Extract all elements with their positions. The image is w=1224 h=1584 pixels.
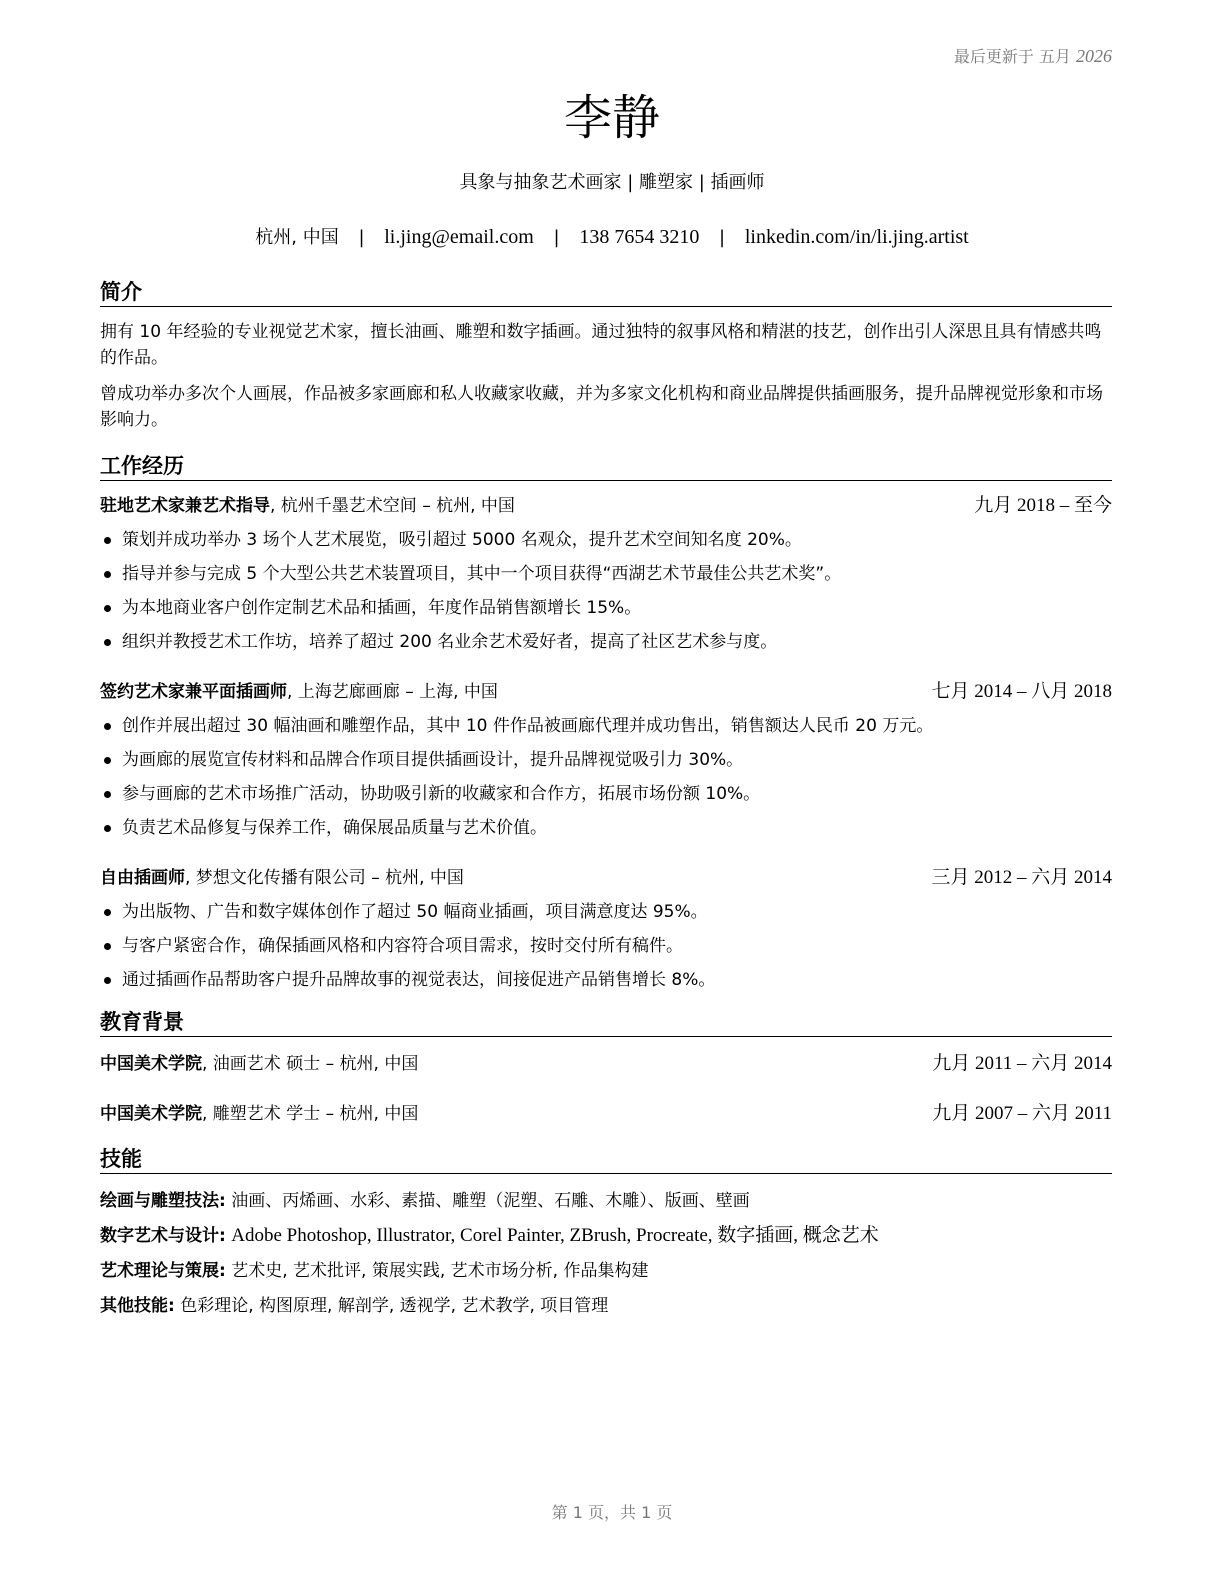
last-updated (954, 44, 1112, 69)
job-bullet: 为本地商业客户创作定制艺术品和插画，年度作品销售额增长 15%。 (100, 595, 1112, 621)
job-bullet: 为出版物、广告和数字媒体创作了超过 50 幅商业插画，项目满意度达 95%。 (100, 899, 1112, 925)
job-role: 驻地艺术家兼艺术指导 (100, 496, 270, 516)
education-entry (100, 1051, 1112, 1077)
page-number: 第 1 页，共 1 页 (551, 1503, 673, 1522)
job-role: 签约艺术家兼平面插画师 (100, 682, 287, 702)
summary-section (100, 278, 1112, 433)
job-date: 三月 2012 – 六月 2014 (931, 867, 1112, 888)
education-date: 九月 2011 – 六月 2014 (932, 1053, 1112, 1074)
job-org: , 梦想文化传播有限公司 – 杭州, 中国 (185, 868, 464, 888)
section-title-education: 教育背景 (100, 1008, 1112, 1037)
skills-section (100, 1145, 1112, 1328)
job-bullet: 参与画廊的艺术市场推广活动，协助吸引新的收藏家和合作方，拓展市场份额 10%。 (100, 781, 1112, 807)
job-date: 七月 2014 – 八月 2018 (931, 681, 1112, 702)
skill-value: 色彩理论, 构图原理, 解剖学, 透视学, 艺术教学, 项目管理 (180, 1296, 609, 1316)
education-detail: , 油画艺术 硕士 – 杭州, 中国 (202, 1054, 419, 1074)
experience-section (100, 452, 1112, 993)
skill-label: 数字艺术与设计: (100, 1226, 226, 1246)
last-updated-label: 最后更新于 五月 (953, 47, 1071, 66)
skill-row (100, 1258, 1112, 1284)
education-section (100, 1008, 1112, 1127)
job-bullet: 策划并成功举办 3 场个人艺术展览，吸引超过 5000 名观众，提升艺术空间知名度 20%。 (100, 527, 1112, 553)
section-title-skills: 技能 (100, 1145, 1112, 1174)
job-entry (100, 493, 1112, 655)
last-updated-year: 2026 (1076, 46, 1112, 66)
person-name: 李静 (563, 90, 660, 146)
tagline: 具象与抽象艺术画家 | 雕塑家 | 插画师 (459, 172, 765, 193)
job-bullet: 为画廊的展览宣传材料和品牌合作项目提供插画设计，提升品牌视觉吸引力 30%。 (100, 747, 1112, 773)
job-bullet: 组织并教授艺术工作坊，培养了超过 200 名业余艺术爱好者，提高了社区艺术参与度。 (100, 629, 1112, 655)
skill-label: 其他技能: (100, 1296, 175, 1316)
skill-value: Adobe Photoshop, Illustrator, Corel Painter, ZBrush, Procreate, 数字插画, 概念艺术 (231, 1225, 879, 1246)
job-entry (100, 865, 1112, 993)
contact-linkedin[interactable]: linkedin.com/in/li.jing.artist (744, 226, 969, 248)
job-bullets (100, 713, 1112, 841)
contact-separator: | (719, 227, 726, 248)
summary-paragraph: 曾成功举办多次个人画展，作品被多家画廊和私人收藏家收藏，并为多家文化机构和商业品牌提供插画服务，提升品牌视觉形象和市场影响力。 (100, 384, 1103, 430)
job-role: 自由插画师 (100, 868, 185, 888)
education-detail: , 雕塑艺术 学士 – 杭州, 中国 (202, 1104, 419, 1124)
skill-row (100, 1188, 1112, 1214)
skill-row (100, 1293, 1112, 1319)
job-header (100, 493, 1112, 519)
education-date: 九月 2007 – 六月 2011 (932, 1103, 1112, 1124)
skill-label: 艺术理论与策展: (100, 1261, 226, 1281)
job-bullet: 指导并参与完成 5 个大型公共艺术装置项目，其中一个项目获得“西湖艺术节最佳公共艺术奖”。 (100, 561, 1112, 587)
job-bullet: 创作并展出超过 30 幅油画和雕塑作品，其中 10 件作品被画廊代理并成功售出，销售额达人民币 20 万元。 (100, 713, 1112, 739)
job-org: , 杭州千墨艺术空间 – 杭州, 中国 (270, 496, 515, 516)
education-school: 中国美术学院 (100, 1104, 202, 1124)
education-entry (100, 1101, 1112, 1127)
skill-value: 艺术史, 艺术批评, 策展实践, 艺术市场分析, 作品集构建 (231, 1261, 649, 1281)
job-bullet: 与客户紧密合作，确保插画风格和内容符合项目需求，按时交付所有稿件。 (100, 933, 1112, 959)
job-bullets (100, 899, 1112, 993)
section-title-summary: 简介 (100, 278, 1112, 307)
job-org: , 上海艺廊画廊 – 上海, 中国 (287, 682, 498, 702)
job-bullet: 负责艺术品修复与保养工作，确保展品质量与艺术价值。 (100, 815, 1112, 841)
contact-line (0, 224, 1224, 251)
job-entry (100, 679, 1112, 841)
education-school: 中国美术学院 (100, 1054, 202, 1074)
job-date: 九月 2018 – 至今 (974, 495, 1112, 516)
contact-separator: | (553, 227, 560, 248)
skill-label: 绘画与雕塑技法: (100, 1191, 226, 1211)
job-header (100, 865, 1112, 891)
contact-separator: | (358, 227, 365, 248)
section-title-experience: 工作经历 (100, 452, 1112, 481)
job-bullet: 通过插画作品帮助客户提升品牌故事的视觉表达，间接促进产品销售增长 8%。 (100, 967, 1112, 993)
job-bullets (100, 527, 1112, 655)
skill-row (100, 1223, 1112, 1249)
summary-paragraph: 拥有 10 年经验的专业视觉艺术家，擅长油画、雕塑和数字插画。通过独特的叙事风格和精湛的技艺，创作出引人深思且具有情感共鸣的作品。 (100, 322, 1102, 368)
contact-phone[interactable]: 138 7654 3210 (579, 226, 700, 248)
contact-location: 杭州, 中国 (255, 227, 339, 248)
skill-value: 油画、丙烯画、水彩、素描、雕塑（泥塑、石雕、木雕）、版画、壁画 (231, 1191, 750, 1211)
contact-email[interactable]: li.jing@email.com (384, 226, 534, 248)
job-header (100, 679, 1112, 705)
